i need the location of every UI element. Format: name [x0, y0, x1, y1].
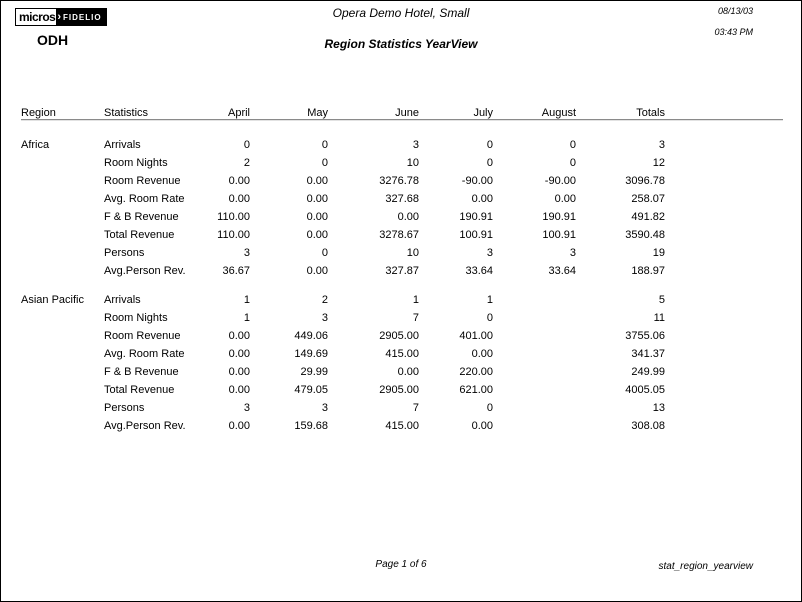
value-cell: 36.67: [222, 265, 250, 277]
value-cell: 1: [243, 294, 250, 306]
value-cell: 110.00: [217, 229, 250, 241]
value-cell: 100.91: [542, 229, 576, 241]
page-number: Page 1 of 6: [375, 559, 427, 570]
value-cell: 2: [321, 294, 328, 306]
value-cell: 1: [486, 294, 493, 306]
region-cell: [21, 262, 104, 280]
column-header-totals: Totals: [636, 107, 665, 119]
value-cell: 327.68: [385, 193, 419, 205]
value-cell: 159.68: [294, 420, 328, 432]
section-spacer: [21, 280, 665, 291]
region-cell: [21, 244, 104, 262]
table-row: [21, 136, 665, 154]
region-cell: [21, 345, 104, 363]
value-cell: 3: [321, 312, 328, 324]
total-cell: 11: [653, 312, 665, 324]
micros-logo-text: micros: [16, 9, 56, 25]
fidelio-logo-label: FIDELIO: [63, 12, 102, 22]
value-cell: 3: [321, 402, 328, 414]
table-row: [21, 172, 665, 190]
value-cell: 1: [243, 312, 250, 324]
value-cell: 0.00: [471, 193, 493, 205]
value-cell: 415.00: [385, 420, 419, 432]
value-cell: 3: [486, 247, 493, 259]
table-row: [21, 244, 665, 262]
value-cell: [493, 399, 576, 417]
value-cell: 401.00: [459, 330, 493, 342]
value-cell: 3276.78: [379, 175, 419, 187]
value-cell: 2: [243, 157, 250, 169]
total-cell: 3590.48: [625, 229, 665, 241]
statistic-cell: Total Revenue: [104, 384, 175, 396]
value-cell: 10: [406, 247, 419, 259]
value-cell: 33.64: [548, 265, 576, 277]
total-cell: 4005.05: [625, 384, 665, 396]
value-cell: 190.91: [542, 211, 576, 223]
value-cell: 0: [486, 157, 493, 169]
column-header-statistics: Statistics: [104, 107, 149, 119]
statistic-cell: F & B Revenue: [104, 366, 179, 378]
value-cell: 7: [412, 312, 419, 324]
value-cell: [493, 291, 576, 309]
header-divider-line: [21, 119, 783, 121]
value-cell: 2905.00: [379, 384, 419, 396]
value-cell: 0: [569, 139, 576, 151]
value-cell: 0.00: [306, 265, 328, 277]
value-cell: 0.00: [228, 330, 250, 342]
value-cell: 449.06: [294, 330, 328, 342]
value-cell: 0: [321, 247, 328, 259]
table-row: [21, 345, 665, 363]
value-cell: [493, 381, 576, 399]
region-cell: [21, 190, 104, 208]
value-cell: 0.00: [397, 366, 419, 378]
region-cell: [21, 208, 104, 226]
table-row: [21, 327, 665, 345]
region-cell: [21, 226, 104, 244]
value-cell: 0.00: [397, 211, 419, 223]
logo-arrow-icon: ›: [57, 11, 63, 23]
statistic-cell: Room Nights: [104, 312, 168, 324]
value-cell: 0.00: [228, 193, 250, 205]
region-cell: [21, 172, 104, 190]
column-header-may: May: [307, 107, 328, 119]
statistic-cell: Room Nights: [104, 157, 168, 169]
value-cell: 0.00: [306, 175, 328, 187]
total-cell: 19: [652, 247, 665, 259]
total-cell: 188.97: [631, 265, 665, 277]
column-header-june: June: [395, 107, 419, 119]
statistic-cell: Room Revenue: [104, 330, 181, 342]
value-cell: 3: [243, 402, 250, 414]
property-code: ODH: [37, 32, 69, 48]
report-datetime: [714, 6, 753, 37]
column-header-region: Region: [21, 107, 56, 119]
total-cell: 13: [652, 402, 665, 414]
report-time: 03:43 PM: [714, 27, 753, 37]
statistic-cell: Persons: [104, 402, 145, 414]
value-cell: 3: [412, 139, 419, 151]
value-cell: 110.00: [217, 211, 250, 223]
region-cell: [21, 363, 104, 381]
value-cell: 479.05: [294, 384, 328, 396]
total-cell: 341.37: [631, 348, 665, 360]
value-cell: 0: [569, 157, 576, 169]
region-cell: [21, 154, 104, 172]
table-row: [21, 291, 665, 309]
value-cell: 2905.00: [379, 330, 419, 342]
value-cell: 29.99: [300, 366, 328, 378]
value-cell: 0: [486, 139, 493, 151]
statistic-cell: Avg. Room Rate: [104, 193, 185, 205]
table-row: [21, 154, 665, 172]
value-cell: 0.00: [228, 384, 250, 396]
statistic-cell: Persons: [104, 247, 145, 259]
value-cell: [493, 309, 576, 327]
value-cell: 0: [486, 402, 493, 414]
statistic-cell: Room Revenue: [104, 175, 181, 187]
value-cell: 100.91: [459, 229, 493, 241]
value-cell: 190.91: [459, 211, 493, 223]
value-cell: 0: [321, 139, 328, 151]
value-cell: 0.00: [306, 211, 328, 223]
total-cell: 3755.06: [625, 330, 665, 342]
report-date: 08/13/03: [717, 6, 753, 16]
value-cell: 621.00: [459, 384, 493, 396]
statistic-cell: Arrivals: [104, 139, 141, 151]
total-cell: 308.08: [631, 420, 665, 432]
total-cell: 491.82: [631, 211, 665, 223]
statistic-cell: Avg.Person Rev.: [104, 265, 186, 277]
total-cell: 249.99: [631, 366, 665, 378]
region-statistics-table: [21, 101, 665, 435]
region-cell: [21, 399, 104, 417]
total-cell: 3: [658, 139, 665, 151]
value-cell: [493, 417, 576, 435]
value-cell: 3278.67: [379, 229, 419, 241]
value-cell: -90.00: [544, 175, 576, 187]
table-row: [21, 226, 665, 244]
value-cell: 415.00: [385, 348, 419, 360]
region-cell: Africa: [21, 139, 50, 151]
value-cell: 0.00: [471, 420, 493, 432]
region-cell: [21, 327, 104, 345]
value-cell: 7: [412, 402, 419, 414]
hotel-name: Opera Demo Hotel, Small: [332, 6, 470, 20]
value-cell: 33.64: [465, 265, 493, 277]
table-row: [21, 208, 665, 226]
total-cell: 3096.78: [625, 175, 665, 187]
value-cell: 0.00: [228, 348, 250, 360]
value-cell: 3: [243, 247, 250, 259]
value-cell: 0.00: [554, 193, 576, 205]
table-row: [21, 399, 665, 417]
value-cell: 0.00: [306, 229, 328, 241]
column-header-august: August: [541, 107, 576, 119]
total-cell: 258.07: [631, 193, 665, 205]
value-cell: 0: [243, 139, 250, 151]
value-cell: 220.00: [459, 366, 493, 378]
table-row: [21, 363, 665, 381]
value-cell: 0: [321, 157, 328, 169]
value-cell: 10: [406, 157, 419, 169]
statistic-cell: Total Revenue: [104, 229, 175, 241]
region-cell: [21, 381, 104, 399]
value-cell: 0: [486, 312, 493, 324]
statistic-cell: Arrivals: [104, 294, 141, 306]
value-cell: 0.00: [228, 420, 250, 432]
value-cell: 1: [412, 294, 419, 306]
value-cell: 0.00: [228, 366, 250, 378]
statistic-cell: F & B Revenue: [104, 211, 179, 223]
value-cell: 149.69: [294, 348, 328, 360]
region-cell: Asian Pacific: [21, 294, 84, 306]
report-title: Region Statistics YearView: [324, 37, 478, 51]
column-header-july: July: [473, 107, 493, 119]
value-cell: -90.00: [461, 175, 493, 187]
value-cell: [493, 363, 576, 381]
column-header-april: April: [227, 107, 250, 119]
total-cell: 5: [658, 294, 665, 306]
value-cell: [493, 327, 576, 345]
table-row: [21, 381, 665, 399]
table-row: [21, 262, 665, 280]
region-cell: [21, 417, 104, 435]
statistic-cell: Avg. Room Rate: [104, 348, 185, 360]
value-cell: 0.00: [471, 348, 493, 360]
table-body: [21, 122, 665, 435]
report-file-name: stat_region_yearview: [658, 561, 753, 572]
total-cell: 12: [652, 157, 665, 169]
header-gap-spacer: [21, 122, 665, 136]
value-cell: 0.00: [306, 193, 328, 205]
value-cell: 327.87: [385, 265, 419, 277]
table-row: [21, 190, 665, 208]
table-row: [21, 309, 665, 327]
value-cell: 3: [569, 247, 576, 259]
value-cell: 0.00: [228, 175, 250, 187]
table-row: [21, 417, 665, 435]
statistic-cell: Avg.Person Rev.: [104, 420, 186, 432]
region-cell: [21, 309, 104, 327]
value-cell: [493, 345, 576, 363]
